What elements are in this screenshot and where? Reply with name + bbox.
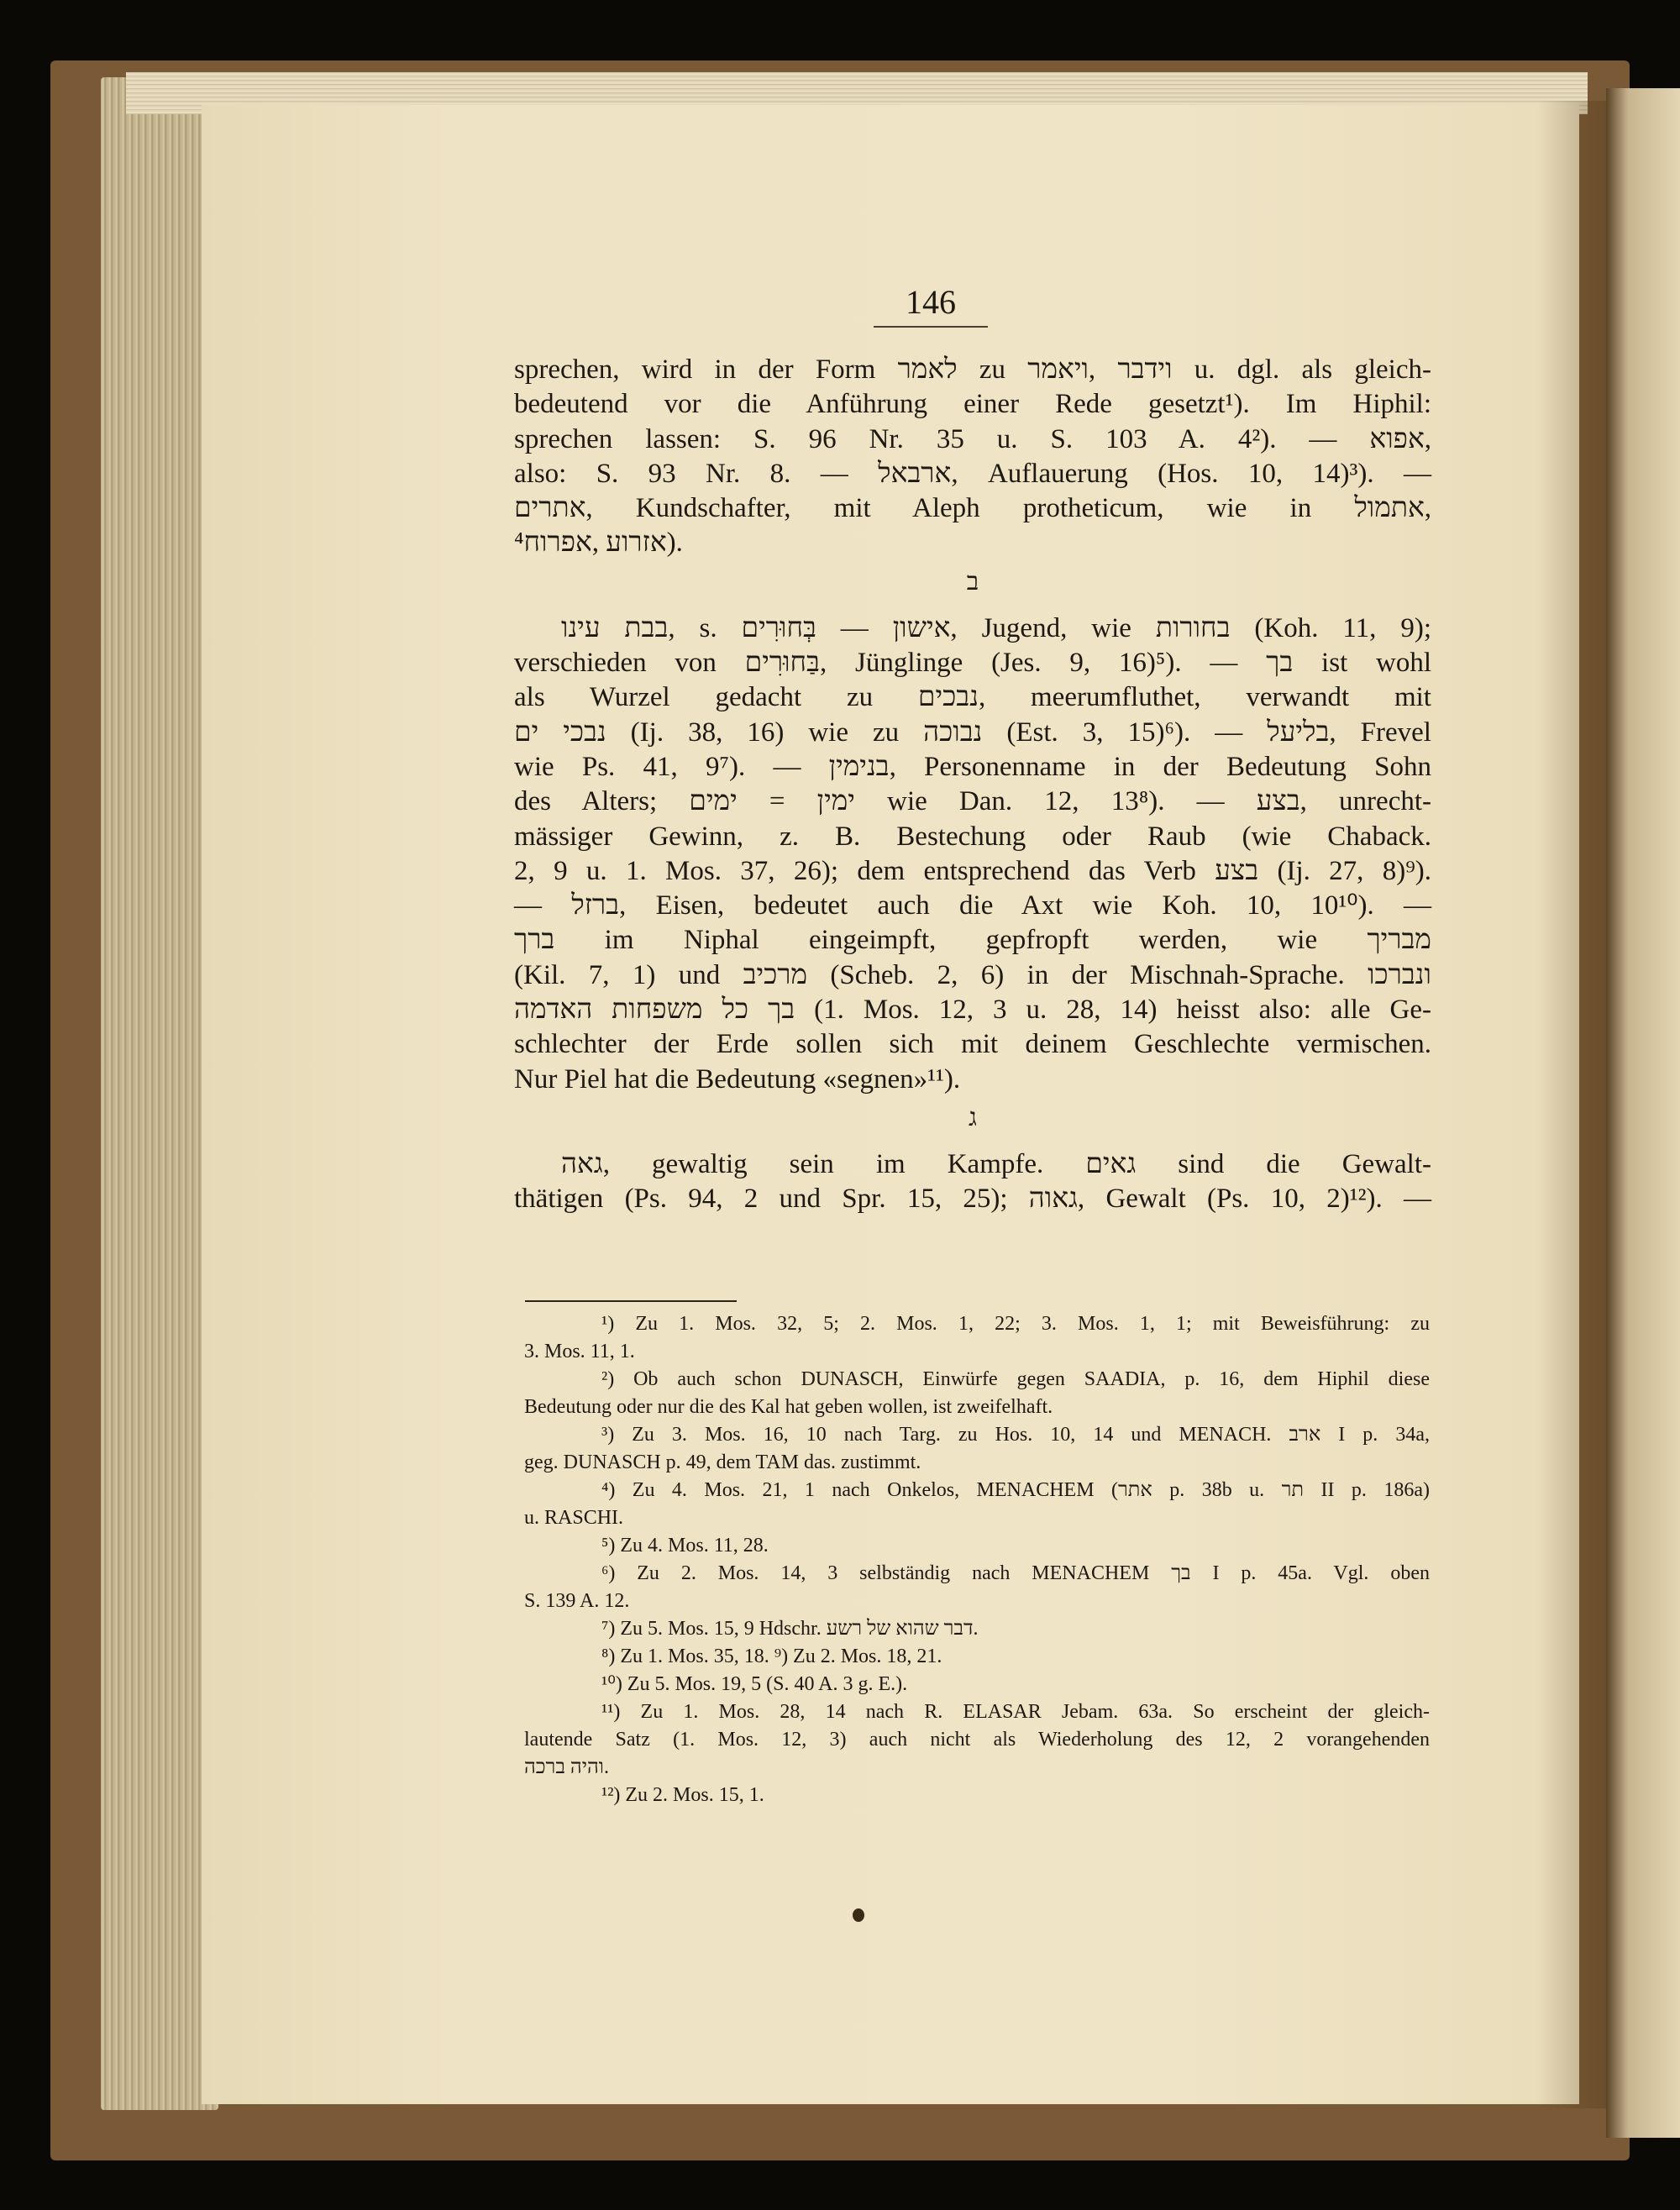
page-edges (101, 77, 218, 2110)
text-line: sprechen, wird in der Form לאמר zu וידבר ,ויאמר u. dgl. als gleich- (514, 354, 1431, 385)
section-letter: ב (966, 566, 979, 596)
section-letter: ג (969, 1102, 977, 1132)
text-line: 2, 9 u. 1. Mos. 37, 26); dem entsprechend das Verb בצע (Ij. 27, 8)⁹). (514, 855, 1431, 886)
text-line: נבכי ים (Ij. 38, 16) wie zu נבוכה (Est. 3, 15)⁶). — בליעל, Frevel (514, 717, 1431, 748)
text-line: ברך im Niphal eingeimpft, gepfropft werden, wie מבריך (514, 925, 1431, 956)
footnote-divider (525, 1300, 737, 1302)
text-line: בך כל משפחות האדמה (1. Mos. 12, 3 u. 28, 14) heisst also: alle Ge- (514, 995, 1431, 1026)
facing-page-edge (1606, 88, 1680, 2138)
text-line: Nur Piel hat die Bedeutung «segnen»¹¹). (514, 1063, 961, 1095)
text-line: mässiger Gewinn, z. B. Bestechung oder Raub (wie Chaback. (514, 821, 1431, 852)
footnote-line: Bedeutung oder nur die des Kal hat geben wollen, ist zweifelhaft. (524, 1396, 1053, 1418)
footnote-line: ¹) Zu 1. Mos. 32, 5; 2. Mos. 1, 22; 3. Mos. 1, 1; mit Beweisführung: zu (601, 1313, 1430, 1335)
footnote-line: lautende Satz (1. Mos. 12, 3) auch nicht als Wiederholung des 12, 2 vorangehenden (524, 1729, 1430, 1751)
footnote-line: geg. DUNASCH p. 49, dem TAM das. zustimmt. (524, 1451, 921, 1473)
text-line: als Wurzel gedacht zu נבכים, meerumfluthet, verwandt mit (514, 682, 1431, 713)
footnote-line: ²) Ob auch schon DUNASCH, Einwürfe gegen SAADIA, p. 16, dem Hiphil diese (601, 1368, 1430, 1390)
footnote-line: ⁵) Zu 4. Mos. 11, 28. (601, 1535, 769, 1556)
footnote-line: ⁸) Zu 1. Mos. 35, 18. ⁹) Zu 2. Mos. 18, 21. (601, 1646, 942, 1667)
text-line: also: S. 93 Nr. 8. — ארבאל, Auflauerung (Hos. 10, 14)³). — (514, 458, 1431, 489)
footnote-line: u. RASCHI. (524, 1507, 624, 1529)
page-number: 146 (906, 283, 956, 321)
main-text (514, 353, 1431, 1217)
spine-shadow (1537, 101, 1606, 2108)
text-line: thätigen (Ps. 94, 2 und Spr. 15, 25); גאוה, Gewalt (Ps. 10, 2)¹²). — (514, 1184, 1431, 1215)
text-line: (Kil. 7, 1) und מרכיב (Scheb. 2, 6) in der Mischnah-Sprache. ונברכו (514, 959, 1431, 990)
footnote-line: ¹⁰) Zu 5. Mos. 19, 5 (S. 40 A. 3 g. E.). (601, 1673, 908, 1695)
text-line: schlechter der Erde sollen sich mit deinem Geschlechte vermischen. (514, 1029, 1431, 1060)
footnote-line: ³) Zu 3. Mos. 16, 10 nach Targ. zu Hos. 10, 14 und MENACH. ארב I p. 34a, (601, 1424, 1430, 1446)
footnote-line: ¹²) Zu 2. Mos. 15, 1. (601, 1784, 764, 1806)
footnote-line: ¹¹) Zu 1. Mos. 28, 14 nach R. ELASAR Jebam. 63a. So erscheint der gleich- (601, 1701, 1430, 1723)
footnotes (524, 1310, 1430, 1809)
text-line: wie Ps. 41, 9⁷). — בנימין, Personenname in der Bedeutung Sohn (514, 751, 1431, 782)
text-line: des Alters; ימין = ימים wie Dan. 12, 13⁸). — בצע, unrecht- (514, 786, 1432, 817)
footnote-line: והיה ברכה. (524, 1756, 609, 1778)
footnote-line: ⁴) Zu 4. Mos. 21, 1 nach Onkelos, MENACHEM (אתר p. 38b u. תר II p. 186a) (601, 1479, 1430, 1501)
text-line: bedeutend vor die Anführung einer Rede gesetzt¹). Im Hiphil: (514, 389, 1431, 420)
text-line: אזרוע ,אפרוח⁴). (514, 528, 683, 559)
text-line: sprechen lassen: S. 96 Nr. 35 u. S. 103 A. 4²). — אפוא, (514, 423, 1431, 454)
text-line: גאה, gewaltig sein im Kampfe. גאים sind die Gewalt- (561, 1148, 1431, 1179)
footnote-line: ⁷) Zu 5. Mos. 15, 9 Hdschr. דבר שהוא של רשע. (601, 1618, 979, 1640)
footnote-line: 3. Mos. 11, 1. (524, 1341, 635, 1362)
text-line: verschieden von בַּחוּרִים, Jünglinge (Jes. 9, 16)⁵). — בך ist wohl (514, 648, 1431, 679)
ink-spot (853, 1908, 864, 1922)
text-line: בבת עינו, s. אישון — בְּחוּרִים, Jugend, wie בחורות (Koh. 11, 9); (561, 612, 1431, 643)
page-number-rule (874, 326, 988, 328)
text-line: אתרים, Kundschafter, mit Aleph protheticum, wie in אתמול, (514, 493, 1431, 524)
footnote-line: S. 139 A. 12. (524, 1590, 630, 1612)
text-line: — ברזל, Eisen, bedeutet auch die Axt wie Koh. 10, 10¹⁰). — (514, 890, 1431, 921)
footnote-line: ⁶) Zu 2. Mos. 14, 3 selbständig nach MENACHEM בך I p. 45a. Vgl. oben (601, 1562, 1430, 1584)
